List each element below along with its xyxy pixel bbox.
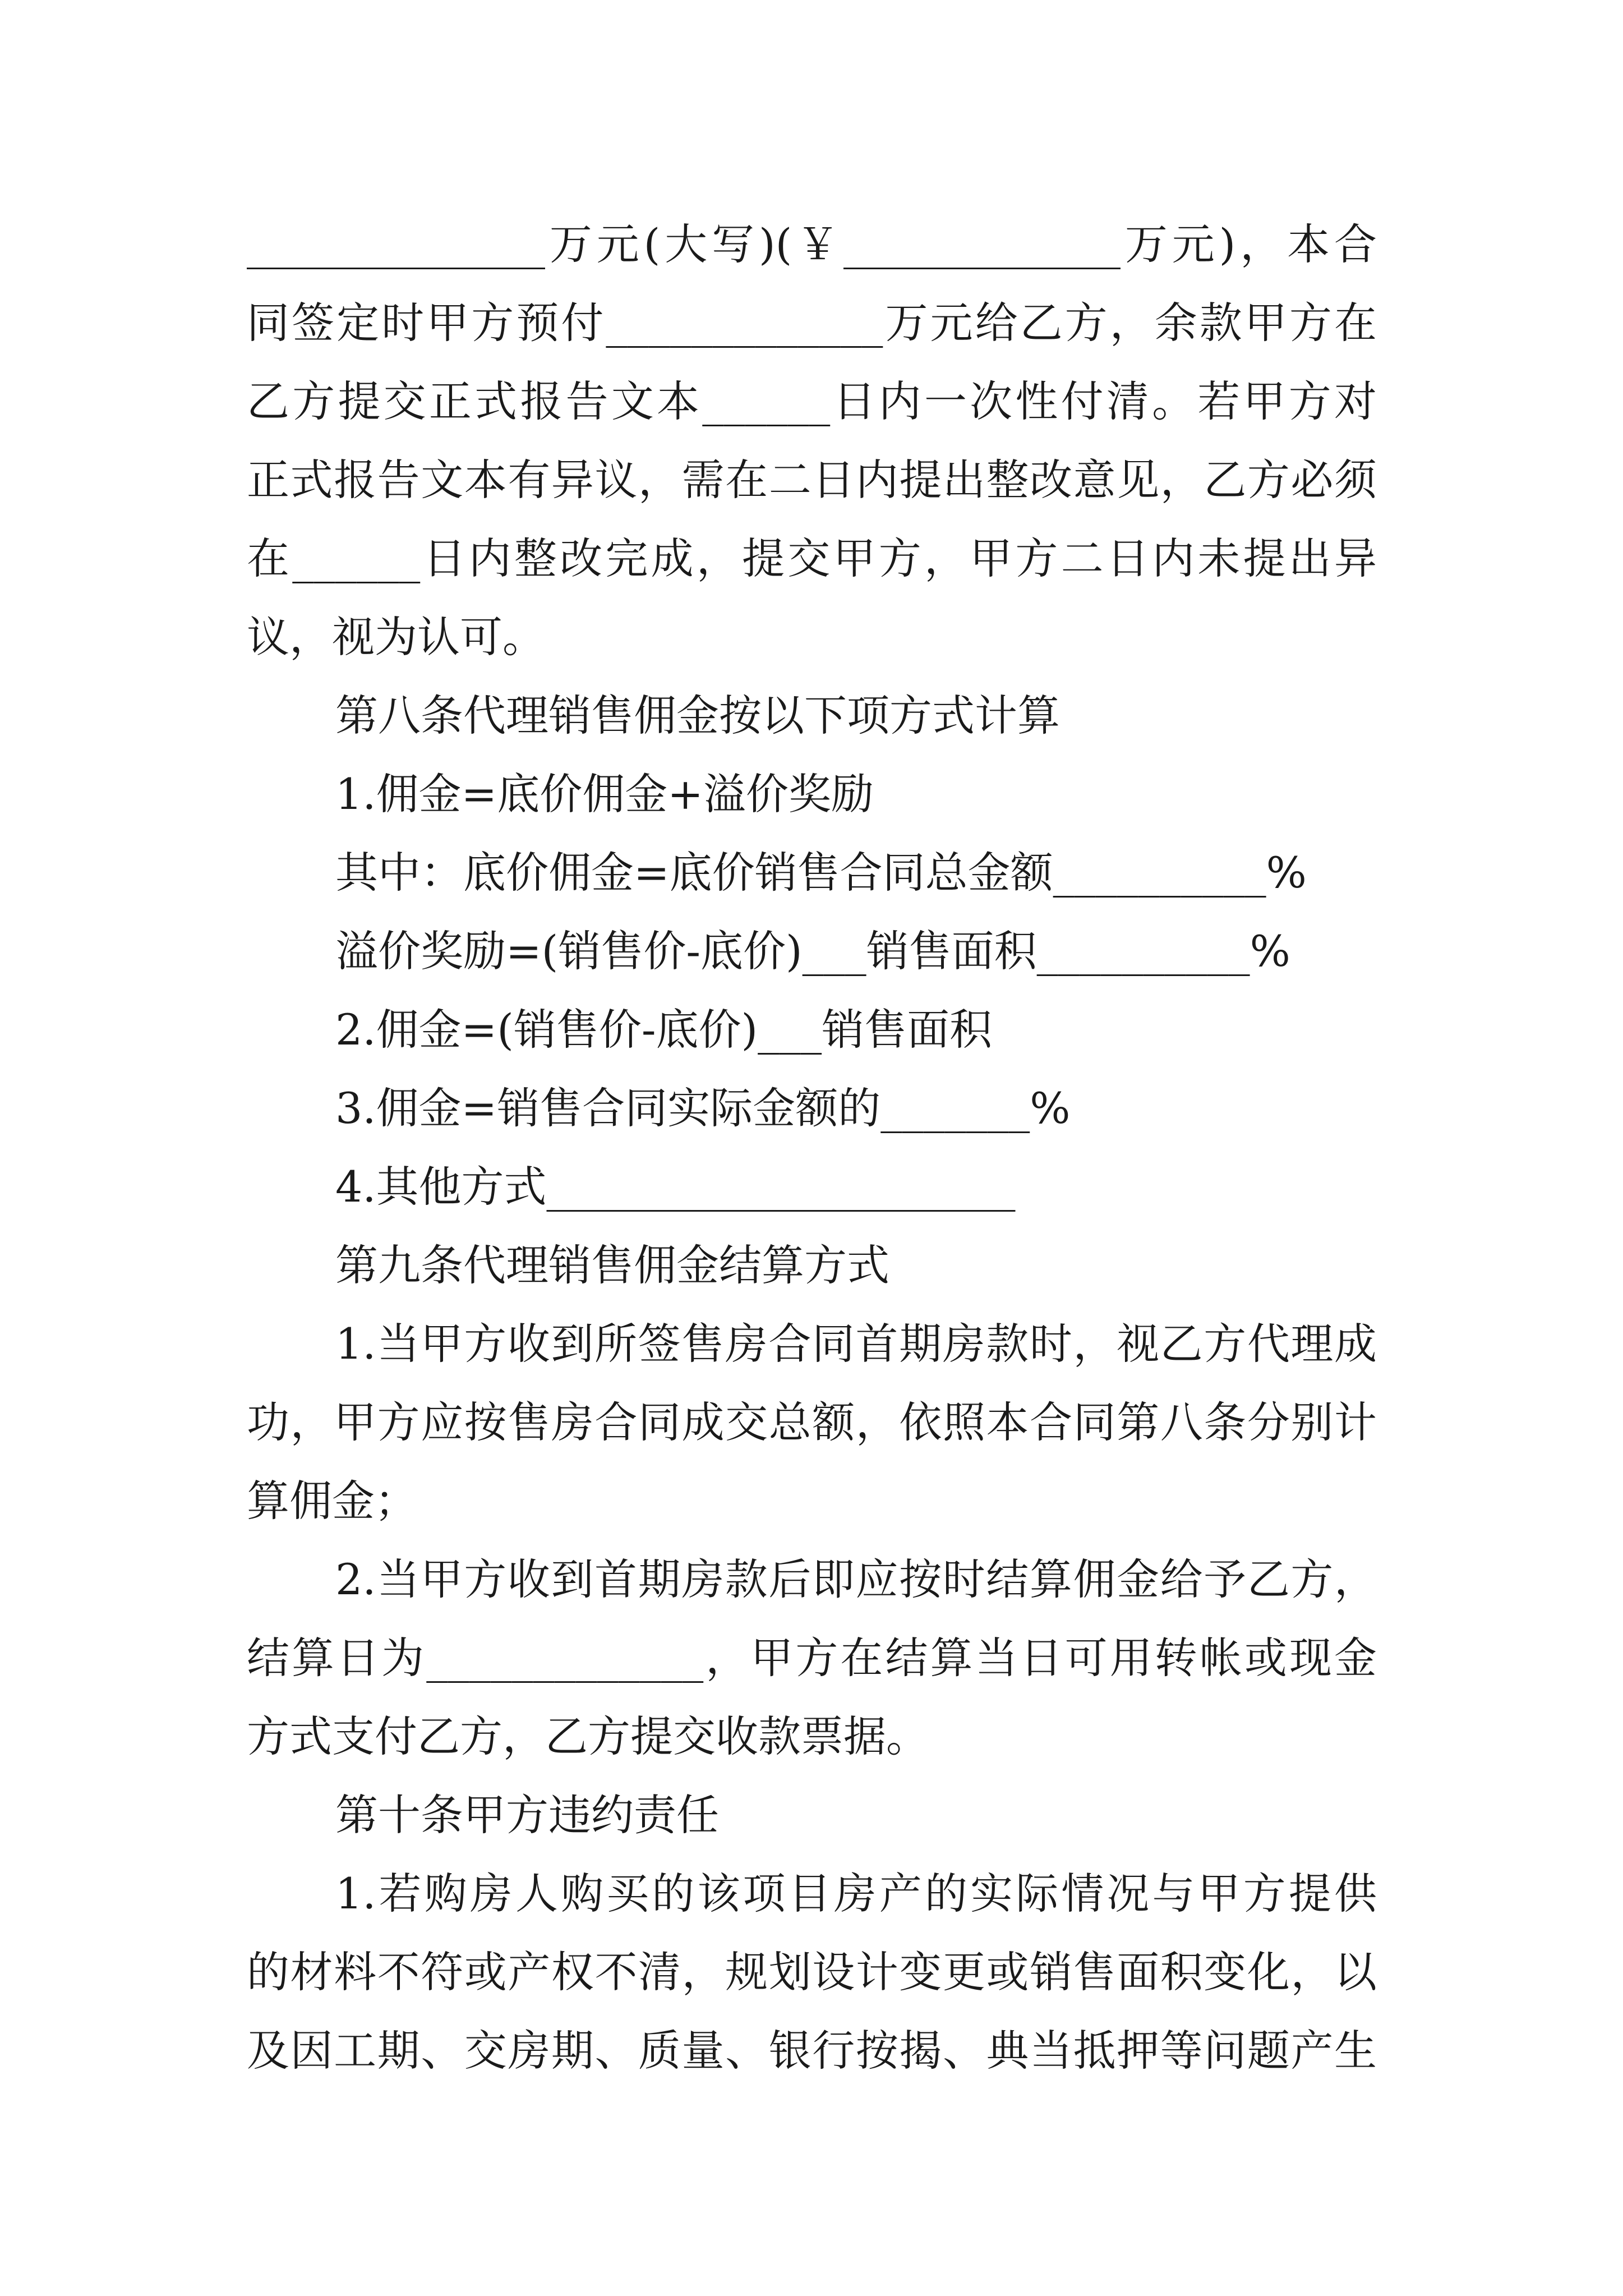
text-line: [335, 1305, 1377, 1383]
text-line-content: 1.当甲方收到所签售房合同首期房款时，视乙方代理成: [335, 1319, 1377, 1369]
text-line: [247, 441, 1377, 519]
section-heading: [0, 1226, 1623, 1305]
text-line-content: 议，视为认可。: [247, 612, 545, 662]
text-line-content: 2.当甲方收到首期房款后即应按时结算佣金给予乙方，: [335, 1554, 1377, 1604]
text-line-content: 3.佣金=销售合同实际金额的_______%: [335, 1083, 1071, 1133]
text-line: [247, 1383, 1377, 1462]
section-heading: [0, 677, 1623, 755]
text-line-content: 在______日内整改完成，提交甲方，甲方二日内未提出异: [247, 533, 1377, 583]
text-line: [335, 1855, 1377, 1933]
text-line: [247, 362, 1377, 441]
text-line: [247, 2012, 1377, 2090]
text-line-content: 1.佣金=底价佣金+溢价奖励: [335, 769, 874, 819]
text-line-content: 4.其他方式______________________: [335, 1162, 1016, 1212]
text-line-content: 功，甲方应按售房合同成交总额，依照本合同第八条分别计: [247, 1397, 1377, 1447]
text-line-content: 算佣金；: [247, 1476, 417, 1526]
text-line-content: 1.若购房人购买的该项目房产的实际情况与甲方提供: [335, 1869, 1377, 1918]
text-line-content: 及因工期、交房期、质量、银行按揭、典当抵押等问题产生: [247, 2026, 1377, 2076]
section-heading: [0, 1776, 1623, 1855]
text-line: [247, 205, 1377, 284]
text-line-content: 乙方提交正式报告文本______日内一次性付清。若甲方对: [247, 376, 1377, 426]
text-line: [335, 1540, 1377, 1619]
text-line: [0, 912, 1623, 991]
text-line: [247, 1619, 1377, 1697]
text-line-content: ______________万元(大写)(￥_____________万元)，本合: [247, 219, 1377, 269]
text-line: [0, 598, 1623, 677]
section-heading-text: 第十条甲方违约责任: [335, 1790, 719, 1840]
text-line: [0, 991, 1623, 1069]
text-line-content: 结算日为_____________，甲方在结算当日可用转帐或现金: [247, 1633, 1377, 1683]
text-line: [0, 834, 1623, 912]
text-line-content: 溢价奖励=(销售价-底价)___销售面积__________%: [335, 926, 1290, 976]
text-line-content: 其中：底价佣金=底价销售合同总金额__________%: [335, 848, 1307, 898]
text-line-content: 方式支付乙方，乙方提交收款票据。: [247, 1711, 929, 1761]
text-line-content: 的材料不符或产权不清，规划设计变更或销售面积变化，以: [247, 1947, 1377, 1997]
text-line: [0, 1069, 1623, 1148]
text-line-content: 同签定时甲方预付_____________万元给乙方，余款甲方在: [247, 298, 1377, 348]
text-line: [247, 284, 1377, 362]
text-line: [0, 1148, 1623, 1226]
text-line: [247, 1933, 1377, 2012]
text-line-content: 2.佣金=(销售价-底价)___销售面积: [335, 1005, 993, 1055]
text-line: [0, 1462, 1623, 1540]
text-line: [0, 755, 1623, 834]
section-heading-text: 第八条代理销售佣金按以下项方式计算: [335, 691, 1060, 740]
text-line: [0, 1697, 1623, 1776]
text-line: [247, 519, 1377, 598]
section-heading-text: 第九条代理销售佣金结算方式: [335, 1240, 889, 1290]
text-line-content: 正式报告文本有异议，需在二日内提出整改意见，乙方必须: [247, 455, 1377, 505]
